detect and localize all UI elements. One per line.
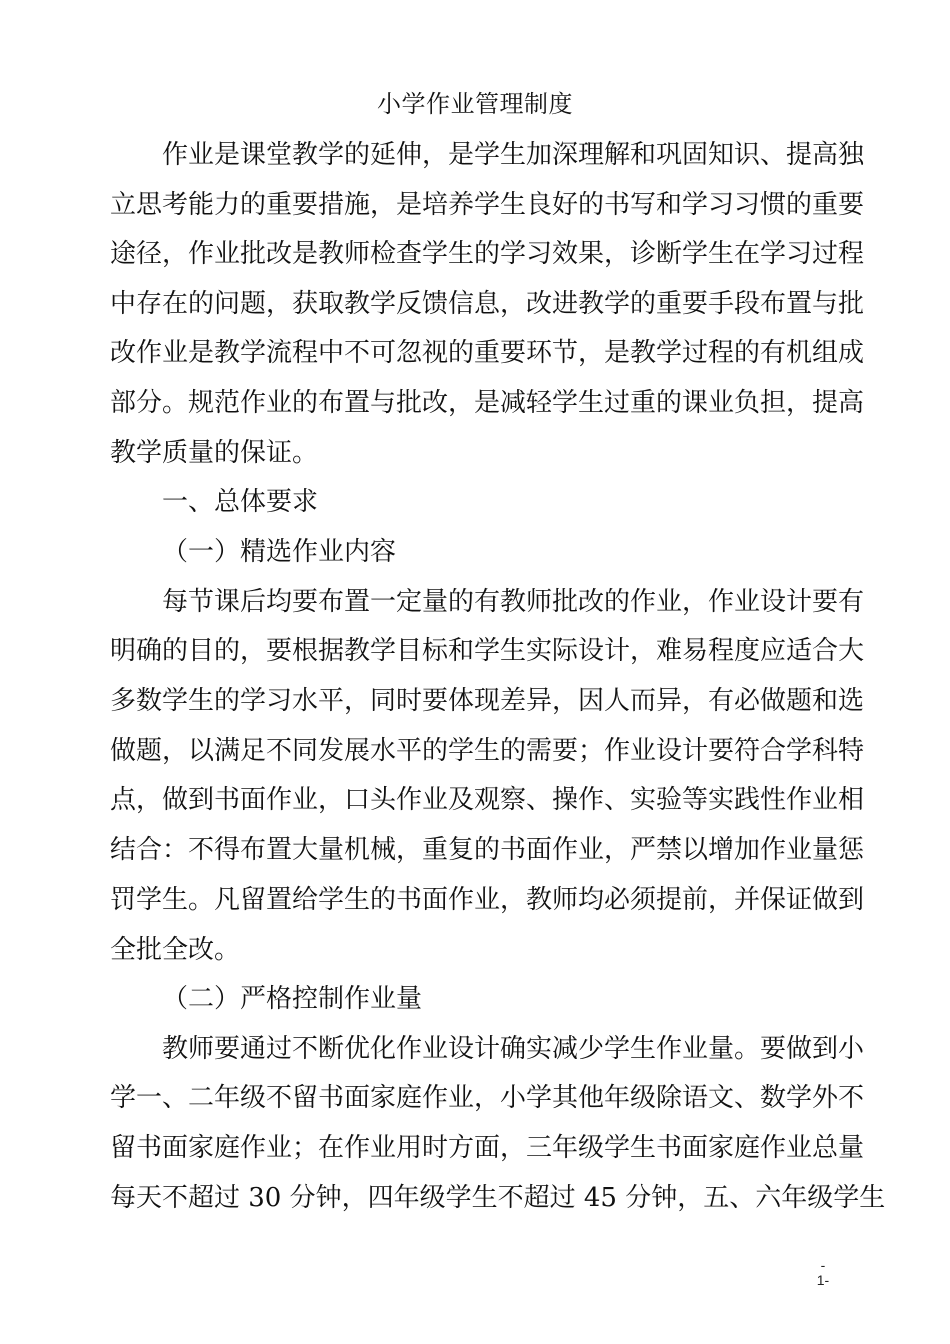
body-line: 教学质量的保证。 (110, 438, 319, 468)
page-number (808, 1259, 838, 1289)
body-line: 部分。规范作业的布置与批改，是减轻学生过重的课业负担，提高 (110, 388, 865, 418)
body-line: 每节课后均要布置一定量的有教师批改的作业，作业设计要有 (162, 587, 865, 617)
body-line: 立思考能力的重要措施，是培养学生良好的书写和学习习惯的重要 (110, 190, 865, 220)
body-line: 改作业是教学流程中不可忽视的重要环节，是教学过程的有机组成 (110, 338, 865, 368)
body-line: 明确的目的，要根据教学目标和学生实际设计，难易程度应适合大 (110, 636, 865, 666)
page-number-top: - (820, 1257, 826, 1273)
body-line: 结合：不得布置大量机械，重复的书面作业，严禁以增加作业量惩 (110, 835, 865, 865)
body-line: 学一、二年级不留书面家庭作业，小学其他年级除语文、数学外不 (110, 1083, 865, 1113)
section-heading: 一、总体要求 (162, 487, 319, 517)
body-line: 留书面家庭作业；在作业用时方面，三年级学生书面家庭作业总量 (110, 1133, 865, 1163)
subsection-heading: （二）严格控制作业量 (162, 984, 423, 1014)
body-line: 作业是课堂教学的延伸，是学生加深理解和巩固知识、提高独 (162, 140, 865, 170)
body-line: 做题，以满足不同发展水平的学生的需要；作业设计要符合学科特 (110, 736, 865, 766)
body-line: 中存在的问题，获取教学反馈信息，改进教学的重要手段布置与批 (110, 289, 865, 319)
document-title: 小学作业管理制度 (377, 90, 573, 118)
body-line: 途径，作业批改是教师检查学生的学习效果，诊断学生在学习过程 (110, 239, 865, 269)
body-line: 罚学生。凡留置给学生的书面作业，教师均必须提前，并保证做到 (110, 885, 865, 915)
body-line: 教师要通过不断优化作业设计确实减少学生作业量。要做到小 (162, 1034, 865, 1064)
page-number-bottom: 1- (816, 1272, 830, 1288)
body-line: 每天不超过 30 分钟，四年级学生不超过 45 分钟，五、六年级学生 (110, 1183, 886, 1213)
body-line: 多数学生的学习水平，同时要体现差异，因人而异，有必做题和选 (110, 686, 865, 716)
body-line: 点，做到书面作业，口头作业及观察、操作、实验等实践性作业相 (110, 785, 865, 815)
body-line: 全批全改。 (110, 935, 241, 965)
subsection-heading: （一）精选作业内容 (162, 537, 397, 567)
